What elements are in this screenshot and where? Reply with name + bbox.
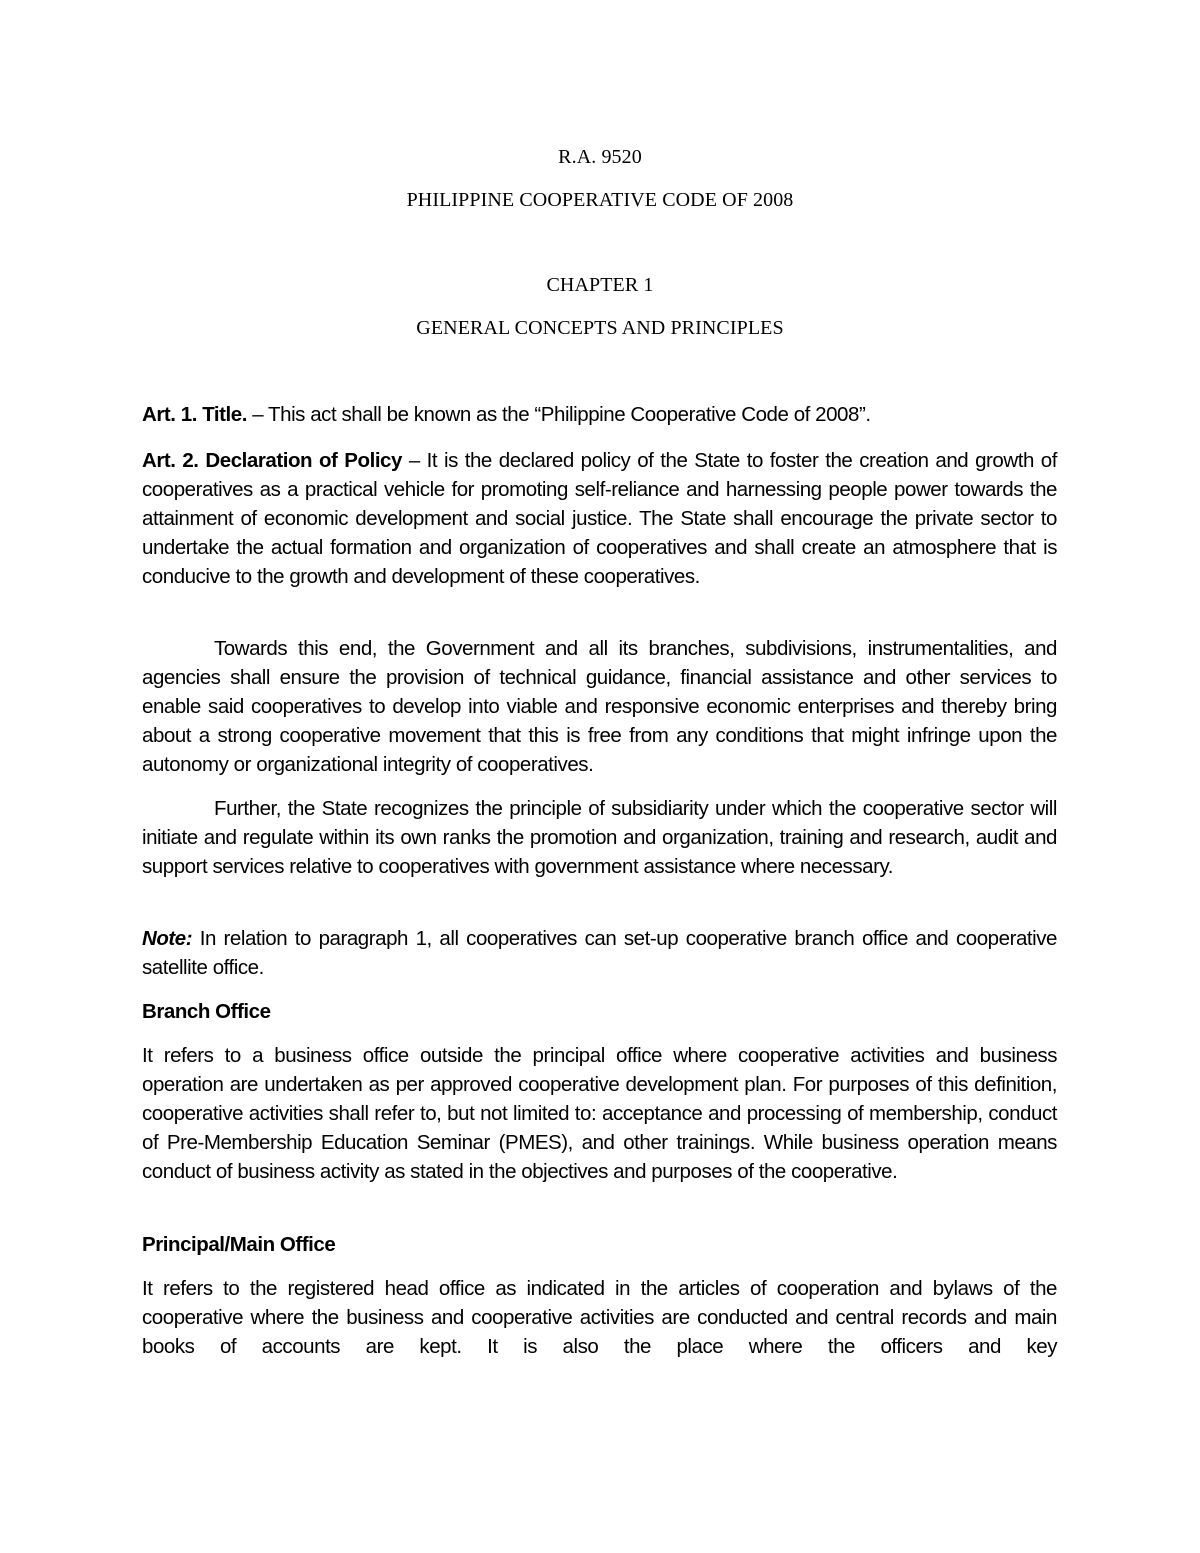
note-label: Note: [142, 927, 193, 950]
article-1 [142, 400, 1057, 429]
branch-office-text: It refers to a business office outside the principal office where cooperative activities and business operation are undertaken as per approved cooperative development plan. For purposes of this definition, cooperative activities shall refer to, but not limited to: acceptance and processing of membership, conduct of Pre-Membership Education Seminar (PMES), and other trainings. While business operation means conduct of business activity as stated in the objectives and purposes of the cooperative. [142, 1044, 1057, 1183]
principal-office-heading: Principal/Main Office [142, 1233, 336, 1256]
chapter-title: GENERAL CONCEPTS AND PRINCIPLES [416, 317, 784, 339]
article-2-label: Art. 2. Declaration of Policy [142, 449, 402, 472]
note [142, 924, 1057, 982]
article-2-text: – It is the declared policy of the State to foster the creation and growth of cooperatives as a practical vehicle for promoting self-reliance and harnessing people power towards the attainment of economic development and social justice. The State shall encourage the private sector to undertake the actual formation and organization of cooperatives and shall create an atmosphere that is conducive to the growth and development of these cooperatives. [142, 449, 1057, 588]
article-2 [142, 446, 1057, 591]
article-1-text: – This act shall be known as the “Philippine Cooperative Code of 2008”. [246, 403, 871, 426]
act-number: R.A. 9520 [558, 146, 642, 168]
chapter-label: CHAPTER 1 [546, 274, 654, 296]
article-2-paragraph-2: Towards this end, the Government and all its branches, subdivisions, instrumentalities, and agencies shall ensure the provision of technical guidance, financial assistance and other services to enable said cooperatives to develop into viable and responsive economic enterprises and thereby bring about a strong cooperative movement that this is free from any conditions that might infringe upon the autonomy or organizational integrity of cooperatives. [142, 637, 1057, 776]
article-1-label: Art. 1. Title. [142, 403, 247, 426]
principal-office-text: It refers to the registered head office as indicated in the articles of cooperation and bylaws of the cooperative where the business and cooperative activities are conducted and central records and main books of accounts are kept. It is also the place where the officers and key [142, 1277, 1057, 1358]
article-2-paragraph-3: Further, the State recognizes the principle of subsidiarity under which the cooperative sector will initiate and regulate within its own ranks the promotion and organization, training and research, audit and support services relative to cooperatives with government assistance where necessary. [142, 797, 1057, 878]
note-text: In relation to paragraph 1, all cooperatives can set-up cooperative branch office and cooperative satellite office. [142, 927, 1057, 979]
act-title: PHILIPPINE COOPERATIVE CODE OF 2008 [406, 189, 794, 211]
branch-office-heading: Branch Office [142, 1000, 271, 1023]
